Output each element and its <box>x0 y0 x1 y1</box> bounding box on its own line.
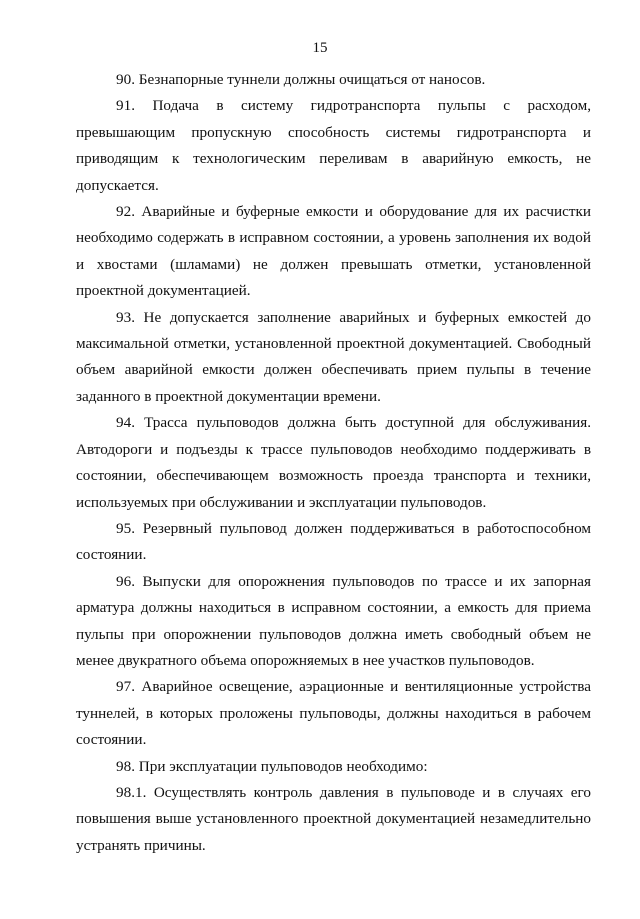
paragraph-97: 97. Аварийное освещение, аэрационные и вентиляционные устройства туннелей, в которых проложены пульповоды, должны находиться в рабочем состоянии. <box>76 678 591 749</box>
paragraph-98-1: 98.1. Осуществлять контроль давления в пульповоде и в случаях его повышения выше установленного проектной документацией незамедлительно устранять причины. <box>76 783 591 854</box>
paragraph-91: 91. Подача в систему гидротранспорта пульпы с расходом, превышающим пропускную способность системы гидротранспорта и приводящим к технологическим переливам в аварийную емкость, не допускается. <box>76 97 591 194</box>
paragraph-95: 95. Резервный пульповод должен поддерживаться в работоспособном состоянии. <box>76 519 591 564</box>
page-number: 15 <box>312 40 328 56</box>
paragraph-90: 90. Безнапорные туннели должны очищаться от наносов. <box>116 71 486 88</box>
paragraph-92: 92. Аварийные и буферные емкости и оборудование для их расчистки необходимо содержать в исправном состоянии, а уровень заполнения их водой и хвостами (шламами) не должен превышать отметки, установленной проектной документацией. <box>76 203 591 300</box>
paragraph-98: 98. При эксплуатации пульповодов необходимо: <box>116 757 428 775</box>
paragraph-94: 94. Трасса пульповодов должна быть доступной для обслуживания. Автодороги и подъезды к трассе пульповодов необходимо поддерживать в состоянии, обеспечивающем возможность проезда транспорта и техники, используемых при обслуживании и эксплуатации пульповодов. <box>76 414 591 511</box>
paragraph-93: 93. Не допускается заполнение аварийных и буферных емкостей до максимальной отметки, установленной проектной документацией. Свободный объем аварийной емкости должен обеспечивать прием пульпы в течение заданного в проектной документации времени. <box>76 308 591 405</box>
document-body <box>76 67 591 859</box>
paragraph-96: 96. Выпуски для опорожнения пульповодов по трассе и их запорная арматура должны находиться в исправном состоянии, а емкость для приема пульпы при опорожнении пульповодов должна иметь свободный объем не менее двукратного объема опорожняемых в нее участков пульповодов. <box>76 572 591 669</box>
